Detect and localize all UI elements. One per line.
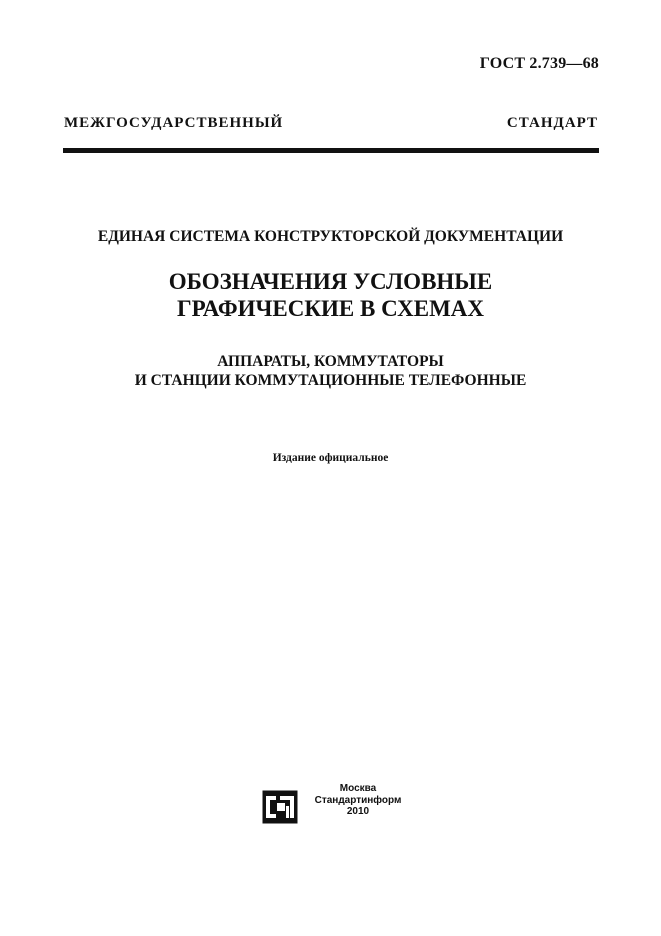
main-title-line-2: ГРАФИЧЕСКИЕ В СХЕМАХ [176,296,485,321]
publisher-name: Стандартинформ [314,794,402,806]
standartinform-logo-icon [262,790,298,824]
publication-year: 2010 [346,806,370,817]
interstate-standard-heading: МЕЖГОСУДАРСТВЕННЫЙ СТАНДАРТ [64,115,598,131]
main-title-line-1: ОБОЗНАЧЕНИЯ УСЛОВНЫЕ [168,269,493,294]
subtitle-line-1: АППАРАТЫ, КОММУТАТОРЫ [217,353,444,370]
publisher-city: Москва [339,783,377,794]
edition-label: Издание официальное [272,452,389,464]
publisher-block [308,783,408,818]
subtitle-line-2: И СТАНЦИИ КОММУТАЦИОННЫЕ ТЕЛЕФОННЫЕ [134,372,527,389]
gost-number: ГОСТ 2.739—68 [479,55,599,72]
subtitle [0,352,661,390]
header-divider [63,148,599,153]
system-title: ЕДИНАЯ СИСТЕМА КОНСТРУКТОРСКОЙ ДОКУМЕНТАЦИИ [97,228,564,245]
main-title [0,268,661,322]
